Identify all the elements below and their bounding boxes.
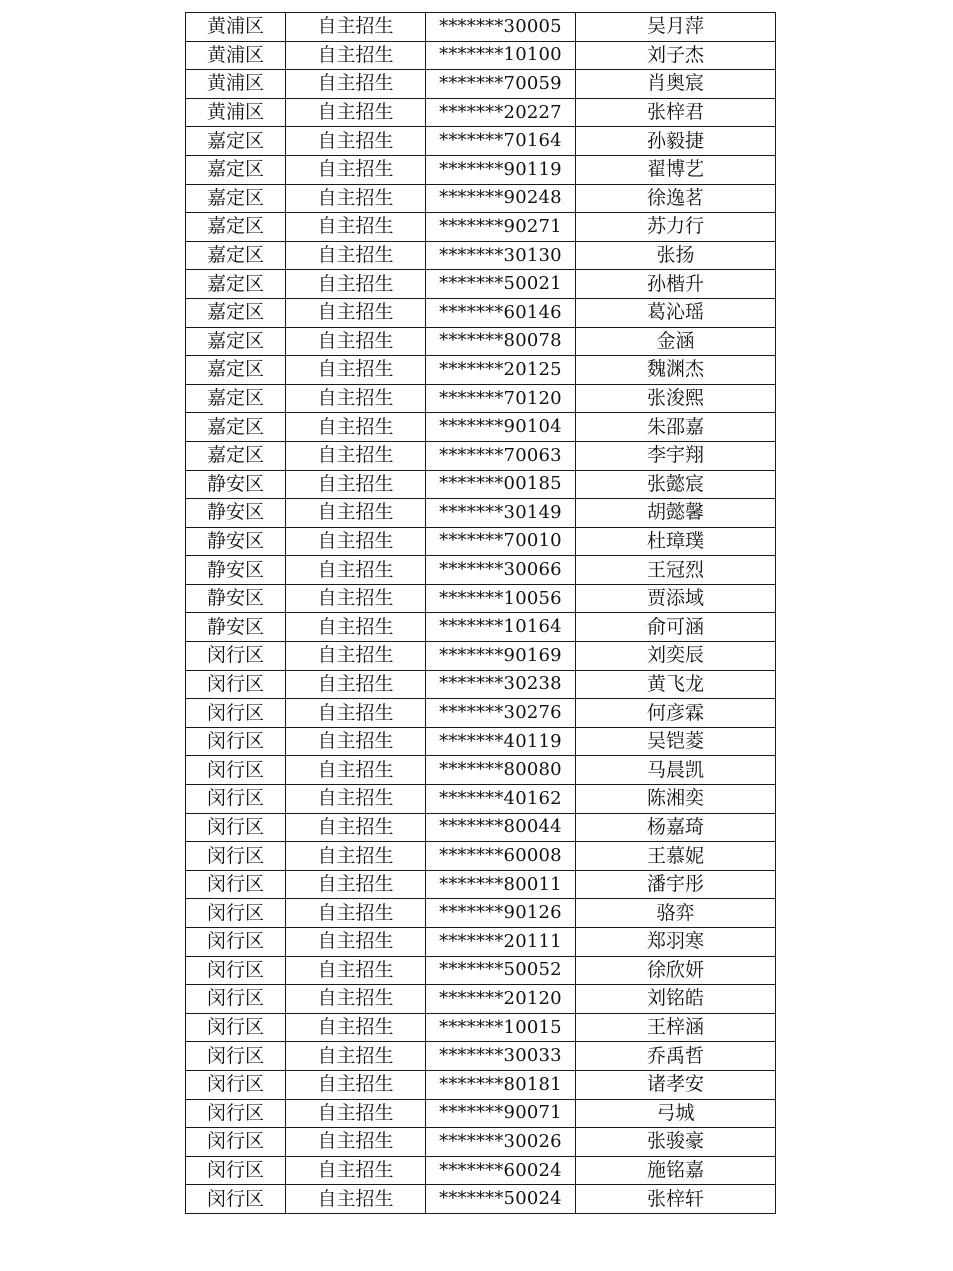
district-cell: 闵行区 (186, 785, 286, 814)
student-name-cell: 施铭嘉 (576, 1156, 776, 1185)
district-cell: 闵行区 (186, 1185, 286, 1214)
district-cell: 黄浦区 (186, 13, 286, 42)
table-row (186, 985, 776, 1014)
district-cell: 嘉定区 (186, 127, 286, 156)
table-row (186, 1128, 776, 1157)
admission-type-cell: 自主招生 (286, 1156, 426, 1185)
candidate-id-cell: *******30005 (426, 13, 576, 42)
table-row (186, 1185, 776, 1214)
admission-type-cell: 自主招生 (286, 384, 426, 413)
district-cell: 闵行区 (186, 985, 286, 1014)
admission-type-cell: 自主招生 (286, 985, 426, 1014)
admission-type-cell: 自主招生 (286, 327, 426, 356)
student-name-cell: 黄飞龙 (576, 670, 776, 699)
student-name-cell: 贾添域 (576, 584, 776, 613)
admission-type-cell: 自主招生 (286, 470, 426, 499)
table-row (186, 1042, 776, 1071)
admission-type-cell: 自主招生 (286, 13, 426, 42)
student-name-cell: 王冠烈 (576, 556, 776, 585)
admission-type-cell: 自主招生 (286, 584, 426, 613)
table-row (186, 499, 776, 528)
district-cell: 黄浦区 (186, 41, 286, 70)
admission-type-cell: 自主招生 (286, 813, 426, 842)
district-cell: 嘉定区 (186, 213, 286, 242)
candidate-id-cell: *******80011 (426, 870, 576, 899)
student-name-cell: 诸孝安 (576, 1070, 776, 1099)
student-name-cell: 金涵 (576, 327, 776, 356)
table-row (186, 1070, 776, 1099)
admission-type-cell: 自主招生 (286, 1070, 426, 1099)
candidate-id-cell: *******70120 (426, 384, 576, 413)
table-row (186, 613, 776, 642)
admission-type-cell: 自主招生 (286, 1099, 426, 1128)
district-cell: 嘉定区 (186, 241, 286, 270)
district-cell: 闵行区 (186, 956, 286, 985)
student-name-cell: 张梓君 (576, 98, 776, 127)
table-row (186, 241, 776, 270)
table-row (186, 13, 776, 42)
student-name-cell: 孙毅捷 (576, 127, 776, 156)
candidate-id-cell: *******20125 (426, 356, 576, 385)
table-row (186, 785, 776, 814)
candidate-id-cell: *******90169 (426, 642, 576, 671)
admission-type-cell: 自主招生 (286, 928, 426, 957)
student-name-cell: 郑羽寒 (576, 928, 776, 957)
district-cell: 闵行区 (186, 899, 286, 928)
admission-type-cell: 自主招生 (286, 699, 426, 728)
district-cell: 闵行区 (186, 813, 286, 842)
candidate-id-cell: *******60024 (426, 1156, 576, 1185)
district-cell: 嘉定区 (186, 184, 286, 213)
candidate-id-cell: *******90248 (426, 184, 576, 213)
student-name-cell: 孙楷升 (576, 270, 776, 299)
table-row (186, 642, 776, 671)
candidate-id-cell: *******20120 (426, 985, 576, 1014)
student-name-cell: 何彦霖 (576, 699, 776, 728)
table-row (186, 70, 776, 99)
table-row (186, 413, 776, 442)
candidate-id-cell: *******30033 (426, 1042, 576, 1071)
table-row (186, 127, 776, 156)
student-name-cell: 肖奥宸 (576, 70, 776, 99)
table-row (186, 842, 776, 871)
candidate-id-cell: *******30276 (426, 699, 576, 728)
admission-type-cell: 自主招生 (286, 727, 426, 756)
district-cell: 静安区 (186, 613, 286, 642)
candidate-id-cell: *******30238 (426, 670, 576, 699)
candidate-id-cell: *******80044 (426, 813, 576, 842)
table-row (186, 1156, 776, 1185)
table-row (186, 98, 776, 127)
district-cell: 嘉定区 (186, 155, 286, 184)
table-row (186, 384, 776, 413)
table-row (186, 356, 776, 385)
district-cell: 闵行区 (186, 928, 286, 957)
district-cell: 嘉定区 (186, 327, 286, 356)
admission-type-cell: 自主招生 (286, 870, 426, 899)
student-name-cell: 徐欣妍 (576, 956, 776, 985)
student-name-cell: 吴铠菱 (576, 727, 776, 756)
table-row (186, 556, 776, 585)
candidate-id-cell: *******20111 (426, 928, 576, 957)
district-cell: 嘉定区 (186, 270, 286, 299)
table-row (186, 155, 776, 184)
candidate-id-cell: *******90104 (426, 413, 576, 442)
candidate-id-cell: *******80181 (426, 1070, 576, 1099)
admission-type-cell: 自主招生 (286, 1185, 426, 1214)
district-cell: 嘉定区 (186, 441, 286, 470)
student-name-cell: 刘子杰 (576, 41, 776, 70)
table-row (186, 1099, 776, 1128)
student-name-cell: 胡懿馨 (576, 499, 776, 528)
student-name-cell: 俞可涵 (576, 613, 776, 642)
district-cell: 闵行区 (186, 727, 286, 756)
district-cell: 闵行区 (186, 1013, 286, 1042)
table-row (186, 441, 776, 470)
table-row (186, 270, 776, 299)
table-row (186, 813, 776, 842)
admission-type-cell: 自主招生 (286, 155, 426, 184)
table-row (186, 956, 776, 985)
admission-type-cell: 自主招生 (286, 41, 426, 70)
admission-type-cell: 自主招生 (286, 642, 426, 671)
student-name-cell: 张骏豪 (576, 1128, 776, 1157)
candidate-id-cell: *******70164 (426, 127, 576, 156)
student-name-cell: 王梓涵 (576, 1013, 776, 1042)
student-name-cell: 李宇翔 (576, 441, 776, 470)
admission-type-cell: 自主招生 (286, 213, 426, 242)
district-cell: 闵行区 (186, 756, 286, 785)
admission-roster-table (185, 12, 776, 1214)
district-cell: 闵行区 (186, 1128, 286, 1157)
candidate-id-cell: *******10056 (426, 584, 576, 613)
district-cell: 闵行区 (186, 1070, 286, 1099)
admission-type-cell: 自主招生 (286, 842, 426, 871)
student-name-cell: 乔禹哲 (576, 1042, 776, 1071)
student-name-cell: 张懿宸 (576, 470, 776, 499)
table-row (186, 928, 776, 957)
admission-type-cell: 自主招生 (286, 556, 426, 585)
district-cell: 静安区 (186, 527, 286, 556)
admission-type-cell: 自主招生 (286, 670, 426, 699)
admission-type-cell: 自主招生 (286, 270, 426, 299)
candidate-id-cell: *******10015 (426, 1013, 576, 1042)
admission-type-cell: 自主招生 (286, 1013, 426, 1042)
candidate-id-cell: *******90271 (426, 213, 576, 242)
admission-type-cell: 自主招生 (286, 70, 426, 99)
table-row (186, 527, 776, 556)
candidate-id-cell: *******60008 (426, 842, 576, 871)
candidate-id-cell: *******00185 (426, 470, 576, 499)
district-cell: 嘉定区 (186, 356, 286, 385)
student-name-cell: 杨嘉琦 (576, 813, 776, 842)
candidate-id-cell: *******30066 (426, 556, 576, 585)
candidate-id-cell: *******70063 (426, 441, 576, 470)
admission-type-cell: 自主招生 (286, 613, 426, 642)
table-row (186, 584, 776, 613)
admission-type-cell: 自主招生 (286, 785, 426, 814)
district-cell: 闵行区 (186, 699, 286, 728)
candidate-id-cell: *******90071 (426, 1099, 576, 1128)
district-cell: 静安区 (186, 499, 286, 528)
admission-type-cell: 自主招生 (286, 899, 426, 928)
admission-type-cell: 自主招生 (286, 756, 426, 785)
student-name-cell: 弓城 (576, 1099, 776, 1128)
candidate-id-cell: *******90119 (426, 155, 576, 184)
student-name-cell: 陈湘奕 (576, 785, 776, 814)
candidate-id-cell: *******70010 (426, 527, 576, 556)
district-cell: 静安区 (186, 470, 286, 499)
table-row (186, 213, 776, 242)
table-row (186, 870, 776, 899)
admission-type-cell: 自主招生 (286, 241, 426, 270)
admission-type-cell: 自主招生 (286, 1042, 426, 1071)
district-cell: 静安区 (186, 556, 286, 585)
student-name-cell: 张浚熙 (576, 384, 776, 413)
candidate-id-cell: *******50024 (426, 1185, 576, 1214)
district-cell: 闵行区 (186, 670, 286, 699)
candidate-id-cell: *******70059 (426, 70, 576, 99)
student-name-cell: 张扬 (576, 241, 776, 270)
admission-type-cell: 自主招生 (286, 356, 426, 385)
candidate-id-cell: *******80080 (426, 756, 576, 785)
candidate-id-cell: *******10100 (426, 41, 576, 70)
candidate-id-cell: *******40119 (426, 727, 576, 756)
district-cell: 嘉定区 (186, 384, 286, 413)
candidate-id-cell: *******40162 (426, 785, 576, 814)
table-row (186, 727, 776, 756)
student-name-cell: 苏力行 (576, 213, 776, 242)
district-cell: 闵行区 (186, 1099, 286, 1128)
student-name-cell: 马晨凯 (576, 756, 776, 785)
district-cell: 闵行区 (186, 870, 286, 899)
table-row (186, 41, 776, 70)
candidate-id-cell: *******60146 (426, 298, 576, 327)
admission-type-cell: 自主招生 (286, 1128, 426, 1157)
admission-type-cell: 自主招生 (286, 499, 426, 528)
table-row (186, 756, 776, 785)
district-cell: 闵行区 (186, 1156, 286, 1185)
student-name-cell: 翟博艺 (576, 155, 776, 184)
candidate-id-cell: *******50021 (426, 270, 576, 299)
roster-body (186, 13, 776, 1214)
student-name-cell: 刘铭皓 (576, 985, 776, 1014)
student-name-cell: 朱邵嘉 (576, 413, 776, 442)
candidate-id-cell: *******10164 (426, 613, 576, 642)
table-row (186, 184, 776, 213)
district-cell: 闵行区 (186, 842, 286, 871)
admission-type-cell: 自主招生 (286, 527, 426, 556)
candidate-id-cell: *******80078 (426, 327, 576, 356)
candidate-id-cell: *******20227 (426, 98, 576, 127)
candidate-id-cell: *******30149 (426, 499, 576, 528)
student-name-cell: 骆弈 (576, 899, 776, 928)
district-cell: 嘉定区 (186, 413, 286, 442)
student-name-cell: 王慕妮 (576, 842, 776, 871)
table-row (186, 899, 776, 928)
district-cell: 静安区 (186, 584, 286, 613)
candidate-id-cell: *******50052 (426, 956, 576, 985)
district-cell: 闵行区 (186, 1042, 286, 1071)
admission-type-cell: 自主招生 (286, 184, 426, 213)
student-name-cell: 徐逸茗 (576, 184, 776, 213)
student-name-cell: 葛沁瑶 (576, 298, 776, 327)
district-cell: 闵行区 (186, 642, 286, 671)
district-cell: 黄浦区 (186, 70, 286, 99)
admission-type-cell: 自主招生 (286, 441, 426, 470)
student-name-cell: 刘奕辰 (576, 642, 776, 671)
candidate-id-cell: *******30026 (426, 1128, 576, 1157)
candidate-id-cell: *******90126 (426, 899, 576, 928)
student-name-cell: 潘宇彤 (576, 870, 776, 899)
admission-type-cell: 自主招生 (286, 956, 426, 985)
student-name-cell: 杜璋璞 (576, 527, 776, 556)
admission-type-cell: 自主招生 (286, 413, 426, 442)
admission-type-cell: 自主招生 (286, 98, 426, 127)
table-row (186, 699, 776, 728)
student-name-cell: 魏渊杰 (576, 356, 776, 385)
table-row (186, 670, 776, 699)
district-cell: 嘉定区 (186, 298, 286, 327)
candidate-id-cell: *******30130 (426, 241, 576, 270)
table-row (186, 298, 776, 327)
admission-type-cell: 自主招生 (286, 127, 426, 156)
admission-type-cell: 自主招生 (286, 298, 426, 327)
table-row (186, 470, 776, 499)
table-row (186, 1013, 776, 1042)
student-name-cell: 吴月萍 (576, 13, 776, 42)
district-cell: 黄浦区 (186, 98, 286, 127)
student-name-cell: 张梓轩 (576, 1185, 776, 1214)
table-row (186, 327, 776, 356)
